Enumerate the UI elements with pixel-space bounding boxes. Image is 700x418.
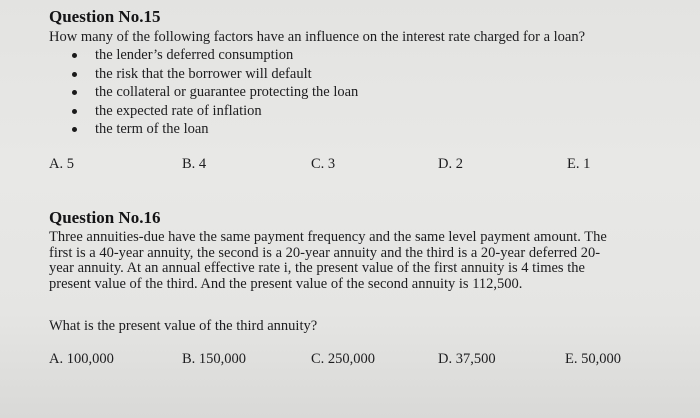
q16-choice-e: E. 50,000 [565, 351, 621, 367]
q15-choice-a: A. 5 [49, 156, 74, 172]
question-15-prompt: How many of the following factors have an influence on the interest rate charged for a loan? [49, 29, 586, 45]
paragraph-line: Three annuities-due have the same payment frequency and the same level payment amount. The [49, 229, 607, 245]
q16-choice-a: A. 100,000 [49, 351, 114, 367]
factor-item: the collateral or guarantee protecting the loan [66, 83, 358, 102]
q16-choice-c: C. 250,000 [311, 351, 376, 367]
factor-item: the lender’s deferred consumption [66, 46, 358, 65]
paragraph-line: first is a 40-year annuity, the second is a 20-year annuity and the third is a 20-year deferred 20- [49, 244, 601, 261]
q16-choice-b: B. 150,000 [182, 351, 247, 367]
factor-item: the expected rate of inflation [66, 102, 358, 121]
q15-choice-e: E. 1 [567, 156, 591, 172]
bullet-icon [72, 109, 77, 114]
bullet-icon [72, 127, 77, 132]
question-16-paragraph [49, 230, 649, 292]
q15-choice-c: C. 3 [311, 156, 336, 172]
factor-item: the term of the loan [66, 120, 358, 139]
factor-list [66, 46, 358, 139]
paragraph-line: year annuity. At an annual effective rate i, the present value of the first annuity is 4 times the [49, 260, 585, 276]
bullet-icon [72, 72, 77, 77]
factor-item: the risk that the borrower will default [66, 65, 358, 84]
question-16-title: Question No.16 [49, 208, 161, 227]
q16-choice-d: D. 37,500 [438, 351, 496, 367]
bullet-icon [72, 53, 77, 58]
question-16-prompt: What is the present value of the third annuity? [49, 318, 318, 334]
q15-choice-d: D. 2 [438, 156, 463, 172]
paragraph-line: present value of the third. And the present value of the second annuity is 112,500. [49, 275, 523, 292]
bullet-icon [72, 90, 77, 95]
question-15-title: Question No.15 [49, 7, 161, 26]
q15-choice-b: B. 4 [182, 156, 207, 172]
